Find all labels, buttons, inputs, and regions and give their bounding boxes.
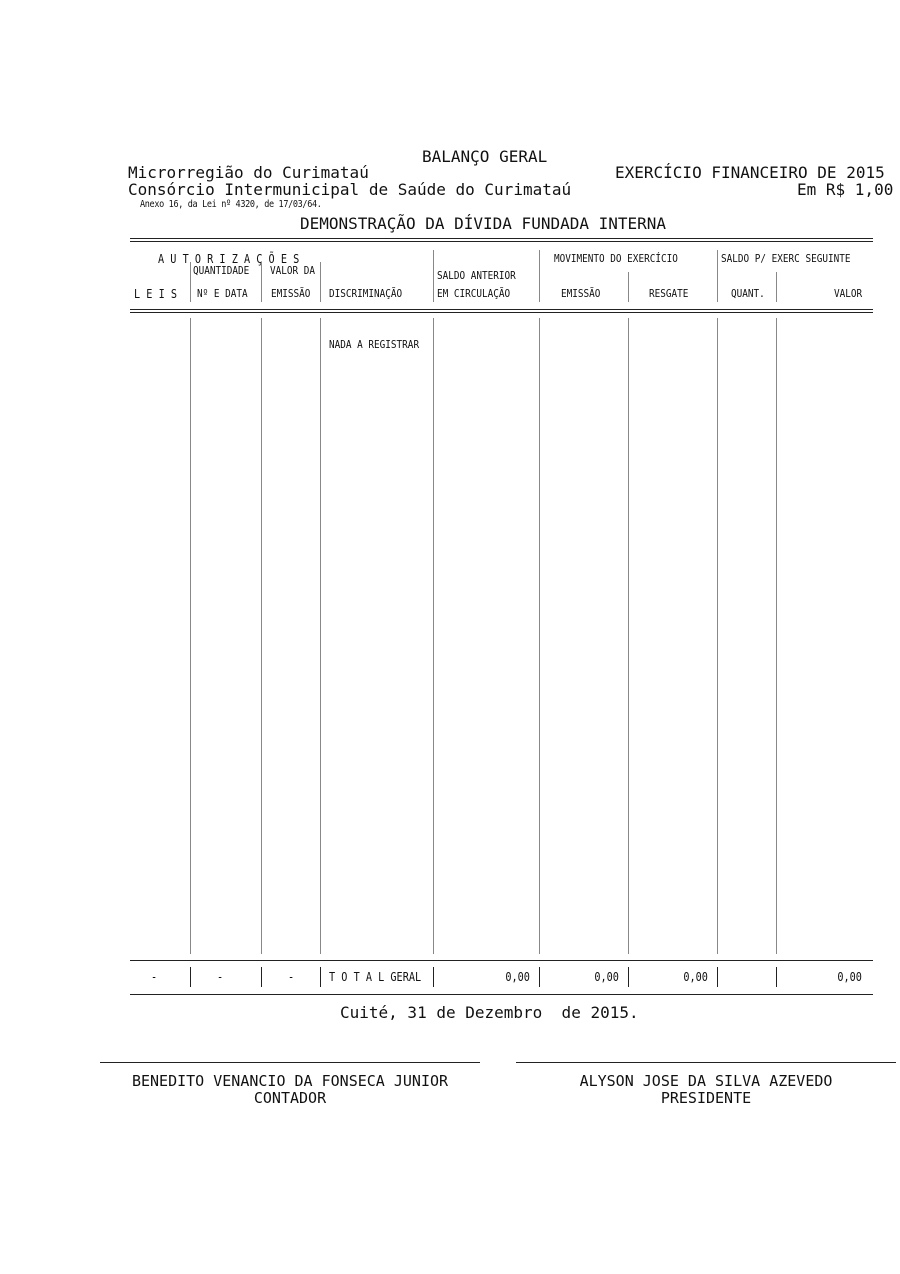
col-quant: QUANT. [731, 287, 765, 300]
body-bottom-rule [130, 960, 873, 961]
col-sep-2 [261, 318, 262, 954]
col-sep-8 [776, 318, 777, 954]
col-laws: L E I S [134, 287, 177, 301]
hdr-sep-4 [433, 250, 434, 302]
currency-unit: Em R$ 1,00 [797, 180, 894, 199]
report-subtitle: DEMONSTRAÇÃO DA DÍVIDA FUNDADA INTERNA [300, 214, 667, 233]
hdr-sep-8 [776, 272, 777, 302]
signature-line-2 [516, 1062, 896, 1063]
region-name: Microrregião do Curimataú [128, 163, 369, 182]
tot-sep-3 [320, 967, 321, 987]
place-date: Cuité, 31 de Dezembro de 2015. [340, 1003, 639, 1022]
tot-sep-7 [717, 967, 718, 987]
hdr-sep-7 [717, 250, 718, 302]
col-movement-group: MOVIMENTO DO EXERCÍCIO [554, 252, 678, 265]
total-issue-value: - [288, 970, 295, 984]
empty-message: NADA A REGISTRAR [329, 338, 420, 351]
tot-sep-5 [539, 967, 540, 987]
totals-bottom-rule [130, 994, 873, 995]
tot-sep-1 [190, 967, 191, 987]
total-laws: - [151, 970, 158, 984]
total-value: 0,00 [837, 970, 862, 984]
col-quantity-top: QUANTIDADE [193, 264, 250, 277]
hdr-sep-2 [261, 262, 262, 302]
col-discrimination: DISCRIMINAÇÃO [329, 287, 403, 300]
tot-sep-4 [433, 967, 434, 987]
total-prev-balance: 0,00 [505, 970, 530, 984]
col-redemption: RESGATE [649, 287, 689, 300]
col-issue-value-bottom: EMISSÃO [271, 287, 311, 300]
total-label: T O T A L GERAL [329, 970, 422, 984]
col-sep-5 [539, 318, 540, 954]
col-sep-6 [628, 318, 629, 954]
col-issue-value-top: VALOR DA [270, 264, 316, 277]
col-sep-4 [433, 318, 434, 954]
col-sep-1 [190, 318, 191, 954]
signer2-name: ALYSON JOSE DA SILVA AZEVEDO [579, 1072, 833, 1090]
col-issuance: EMISSÃO [561, 287, 601, 300]
table-top-rule-2 [130, 241, 873, 242]
total-redemption: 0,00 [683, 970, 708, 984]
fiscal-year: EXERCÍCIO FINANCEIRO DE 2015 [615, 163, 885, 182]
hdr-sep-6 [628, 272, 629, 302]
hdr-sep-1 [190, 262, 191, 302]
hdr-sep-3 [320, 262, 321, 302]
total-quantity: - [217, 970, 224, 984]
header-bottom-rule-2 [130, 312, 873, 313]
tot-sep-8 [776, 967, 777, 987]
header-bottom-rule [130, 309, 873, 310]
signer1-name: BENEDITO VENANCIO DA FONSECA JUNIOR [131, 1072, 449, 1090]
col-sep-3 [320, 318, 321, 954]
report-title: BALANÇO GERAL [422, 147, 548, 166]
table-top-rule [130, 238, 873, 239]
total-issuance: 0,00 [594, 970, 619, 984]
col-sep-7 [717, 318, 718, 954]
signer2-role: PRESIDENTE [660, 1089, 752, 1107]
signature-line-1 [100, 1062, 480, 1063]
col-next-balance-group: SALDO P/ EXERC SEGUINTE [721, 252, 851, 265]
col-value: VALOR [833, 287, 862, 300]
signer1-role: CONTADOR [253, 1089, 327, 1107]
col-prev-balance-top: SALDO ANTERIOR [437, 269, 516, 282]
entity-name: Consórcio Intermunicipal de Saúde do Curimataú [128, 180, 572, 199]
tot-sep-2 [261, 967, 262, 987]
tot-sep-6 [628, 967, 629, 987]
hdr-sep-5 [539, 250, 540, 302]
col-prev-balance-bottom: EM CIRCULAÇÃO [437, 287, 511, 300]
annex-reference: Anexo 16, da Lei nº 4320, de 17/03/64. [140, 199, 322, 210]
col-authorizations: A U T O R I Z A Ç Õ E S [158, 252, 300, 266]
col-quantity-bottom: Nº E DATA [197, 287, 248, 300]
